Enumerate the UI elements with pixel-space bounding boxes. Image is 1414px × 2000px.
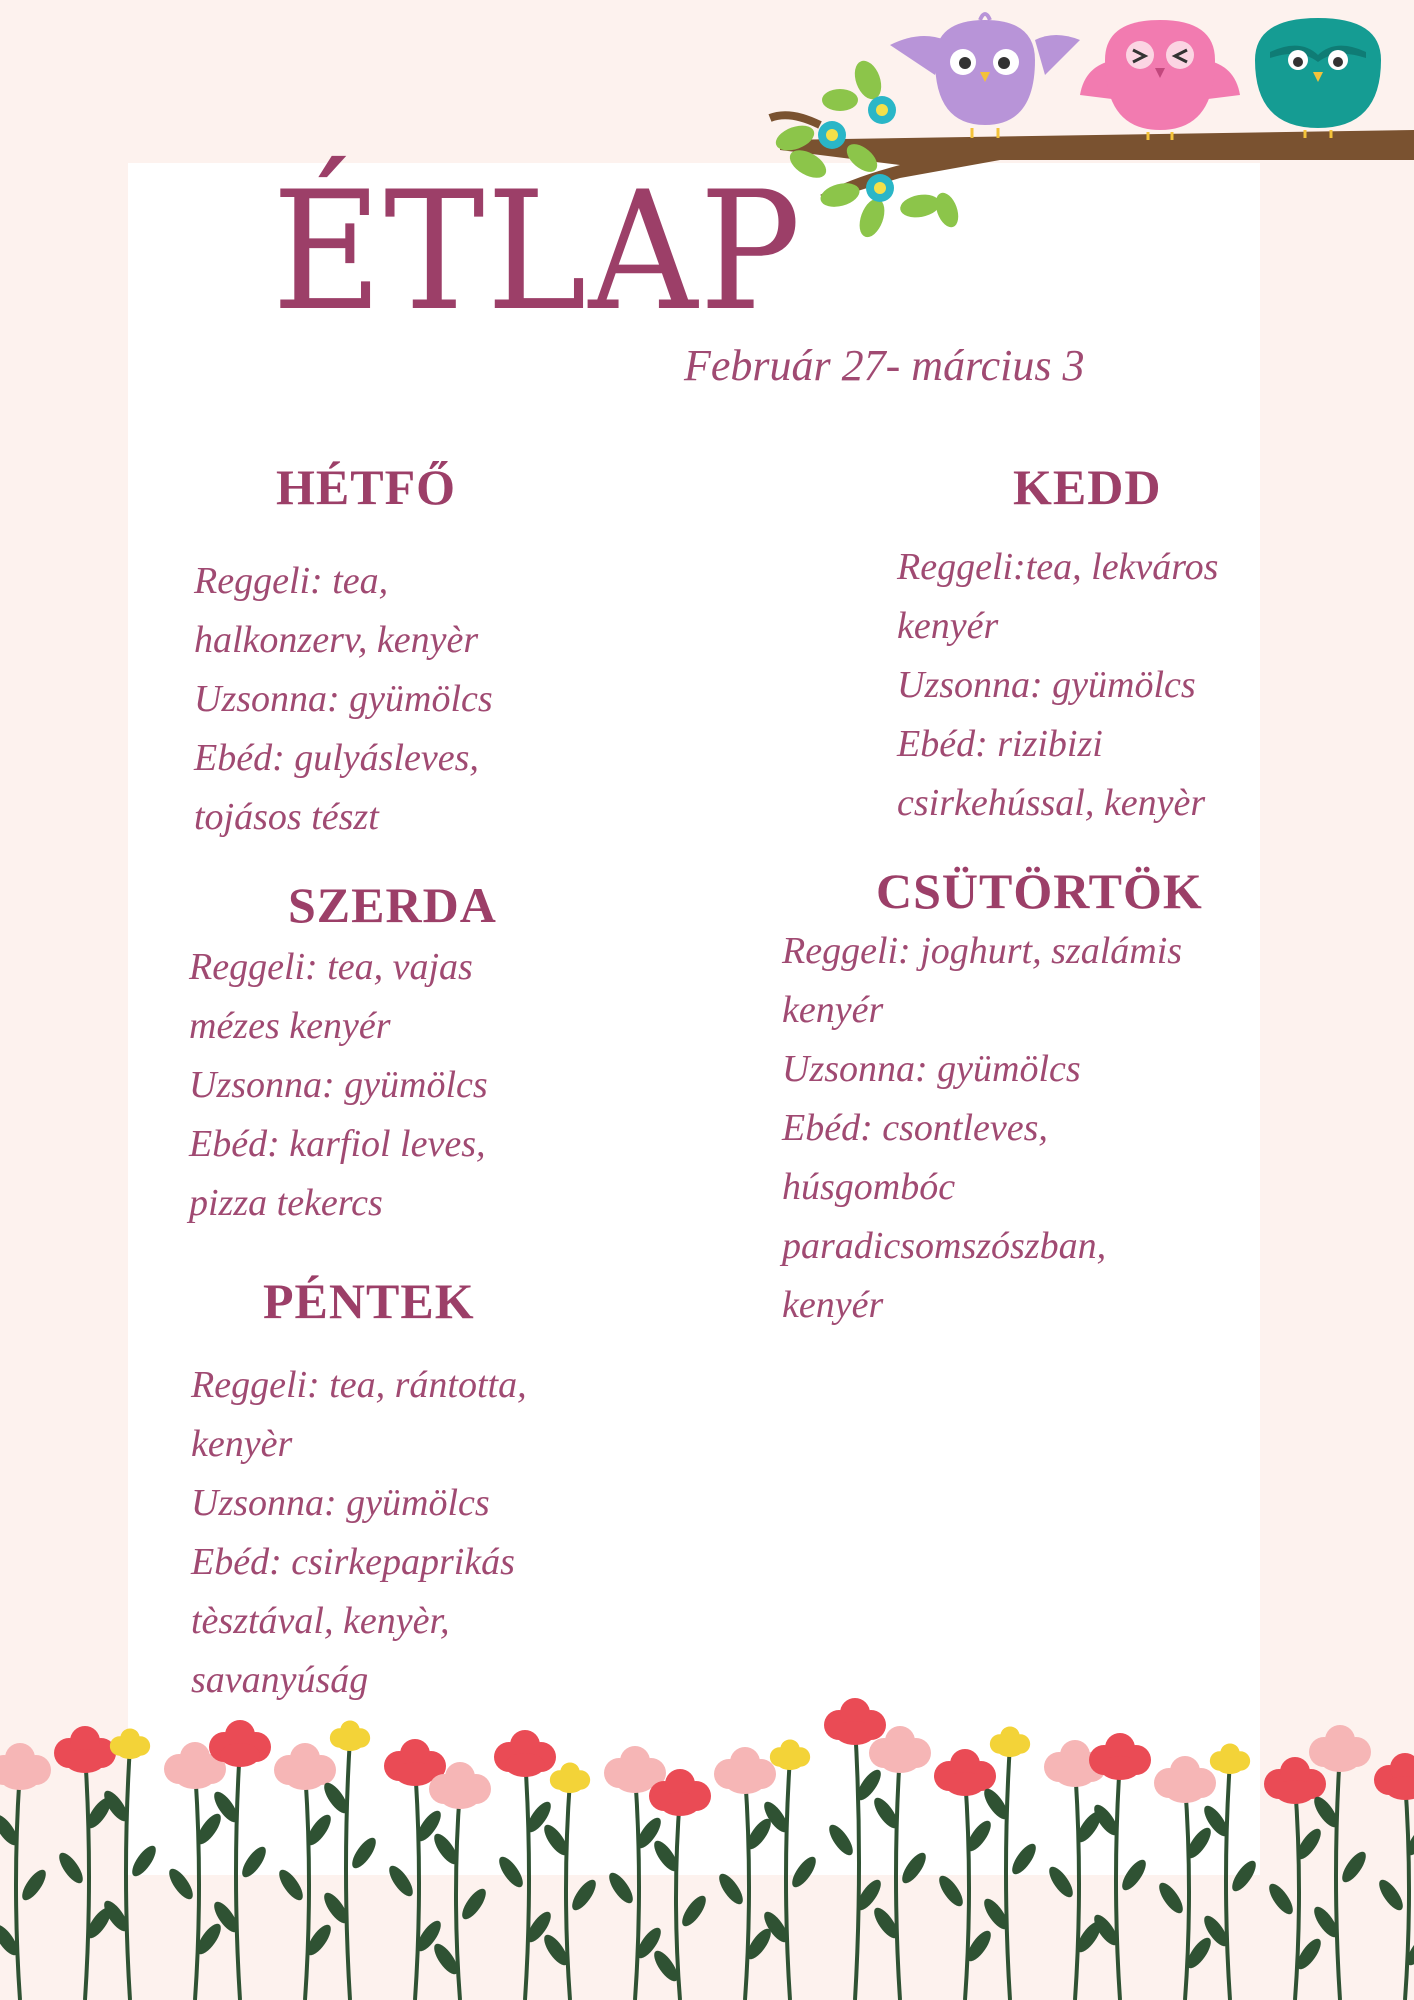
flower-icon (274, 1743, 336, 2000)
flower-icon (1044, 1740, 1106, 2000)
flower-icon (1309, 1725, 1371, 2000)
meal-line: Ebéd: csontleves, (782, 1107, 1048, 1149)
flower-icon (54, 1726, 116, 2000)
meal-line: Reggeli: tea, (194, 560, 389, 602)
flower-icon (100, 1728, 160, 2000)
flower-icon (714, 1747, 776, 2000)
meal-line: kenyér (782, 989, 884, 1031)
flower-icon (164, 1742, 226, 2000)
day-heading-friday: PÉNTEK (263, 1273, 475, 1329)
meal-line: kenyèr (191, 1423, 293, 1465)
meal-line: Ebéd: gulyásleves, (194, 737, 479, 779)
flower-icon (1154, 1756, 1216, 2000)
meal-line: halkonzerv, kenyèr (194, 619, 479, 661)
flower-icon (1089, 1733, 1151, 2000)
meal-line: Reggeli: joghurt, szalámis (782, 930, 1183, 972)
date-range: Február 27- március 3 (684, 341, 1085, 390)
day-heading-monday: HÉTFŐ (276, 459, 457, 515)
day-heading-thursday: CSÜTÖRTÖK (876, 863, 1203, 919)
meal-line: tojásos tészt (194, 796, 379, 838)
meal-line: Reggeli: tea, rántotta, (191, 1364, 527, 1406)
day-heading-wednesday: SZERDA (288, 877, 497, 933)
meal-line: paradicsomszószban, (782, 1225, 1107, 1267)
flower-icon (429, 1762, 491, 2000)
meal-line: Reggeli:tea, lekváros (897, 546, 1219, 588)
flower-icon (0, 1743, 51, 2000)
meal-line: Ebéd: karfiol leves, (189, 1123, 486, 1165)
flower-icon (494, 1730, 556, 2000)
meal-line: Uzsonna: gyümölcs (782, 1048, 1081, 1090)
meal-line: csirkehússal, kenyèr (897, 782, 1206, 824)
flower-icon (540, 1762, 600, 2000)
meal-line: Ebéd: csirkepaprikás (191, 1541, 515, 1583)
meal-line: mézes kenyér (189, 1005, 391, 1047)
flower-icon (649, 1769, 711, 2000)
meal-line: Uzsonna: gyümölcs (194, 678, 493, 720)
meal-line: Uzsonna: gyümölcs (191, 1482, 490, 1524)
meal-line: pizza tekercs (189, 1182, 383, 1224)
meal-line: kenyér (782, 1284, 884, 1326)
meal-line: húsgombóc (782, 1166, 956, 1208)
meal-line: savanyúság (191, 1659, 369, 1701)
meal-line: Reggeli: tea, vajas (189, 946, 473, 988)
meal-line: tèsztával, kenyèr, (191, 1600, 450, 1642)
day-heading-tuesday: KEDD (1013, 459, 1162, 515)
meal-line: kenyér (897, 605, 999, 647)
meal-line: Ebéd: rizibizi (897, 723, 1103, 765)
page-title: ÉTLAP (272, 156, 803, 347)
flower-icon (1264, 1757, 1326, 2000)
meal-line: Uzsonna: gyümölcs (189, 1064, 488, 1106)
meal-line: Uzsonna: gyümölcs (897, 664, 1196, 706)
flower-icon (869, 1726, 931, 2000)
flower-icon (1374, 1753, 1414, 2000)
flower-icon (934, 1749, 996, 2000)
